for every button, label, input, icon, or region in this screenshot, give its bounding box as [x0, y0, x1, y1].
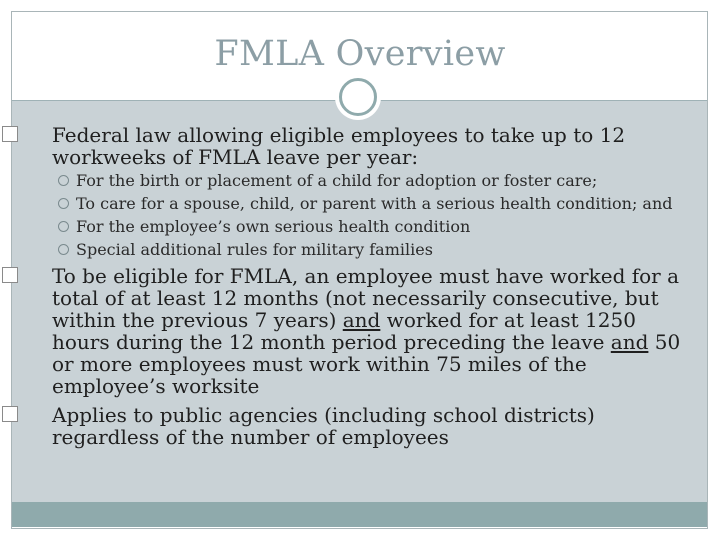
circle-bullet-icon	[58, 244, 69, 255]
circle-bullet-icon	[58, 221, 69, 232]
bullet-federal-law	[34, 124, 692, 168]
bullet-text: Federal law allowing eligible employees to take up to 12 workweeks of FMLA leave per year:	[52, 123, 626, 169]
checkbox-bullet-icon	[2, 126, 18, 142]
checkbox-bullet-icon	[2, 267, 18, 283]
checkbox-bullet-icon	[2, 406, 18, 422]
subitem-text: For the birth or placement of a child for adoption or foster care;	[76, 171, 598, 190]
subitem-own-health	[58, 216, 470, 238]
bullet-text: Applies to public agencies (including school districts) regardless of the number of employees	[52, 403, 595, 449]
divider-circle-icon	[339, 78, 377, 116]
subitem-care-family	[58, 193, 673, 215]
subitem-birth-adoption	[58, 170, 597, 192]
circle-bullet-icon	[58, 175, 69, 186]
bullet-eligibility	[34, 265, 692, 397]
underlined-and-2: and	[610, 330, 649, 354]
circle-bullet-icon	[58, 198, 69, 209]
underlined-and-1: and	[342, 308, 381, 332]
eligibility-text-3: 50 or more employees must work within 75 miles of the employee’s worksite	[52, 330, 681, 398]
bullet-public-agencies	[34, 404, 692, 448]
eligibility-text-2: worked for at least 1250 hours during the 12 month period preceding the leave	[52, 308, 636, 354]
bullet-text	[34, 265, 692, 397]
footer-band	[12, 502, 707, 527]
subitem-text: For the employee’s own serious health condition	[76, 217, 471, 236]
subitem-text: Special additional rules for military families	[76, 240, 433, 259]
subitem-military	[58, 239, 433, 261]
slide-title: FMLA Overview	[214, 34, 506, 74]
subitem-text: To care for a spouse, child, or parent with a serious health condition; and	[76, 194, 673, 213]
eligibility-text-1: To be eligible for FMLA, an employee must have worked for a total of at least 12 months (not necessarily consecutive, but within the previous 7 years)	[52, 264, 680, 332]
